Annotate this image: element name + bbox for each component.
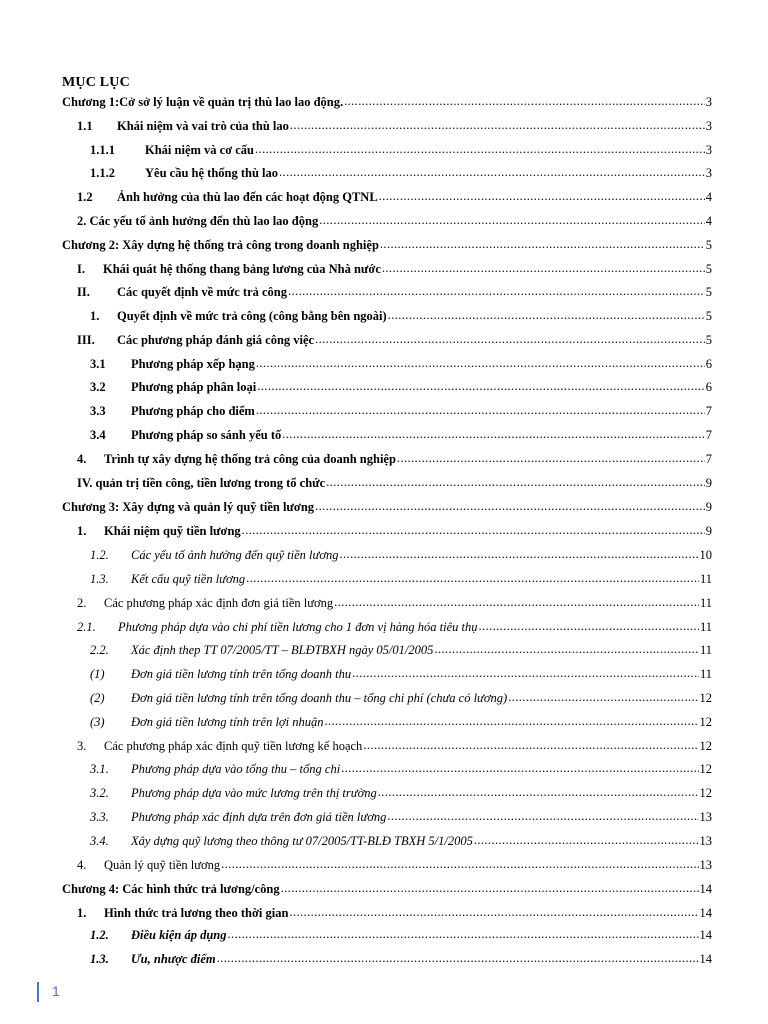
toc-entry-text: Điều kiện áp dụng bbox=[131, 928, 227, 942]
toc-entry-page: 9 bbox=[705, 500, 712, 514]
toc-entry-text: Trình tự xây dựng hệ thống trả công của doanh nghiệp bbox=[104, 452, 396, 466]
toc-entry[interactable] bbox=[90, 641, 712, 659]
toc-entry-text: Ảnh hưởng của thù lao đến các hoạt động QTNL bbox=[117, 190, 378, 204]
dot-leader bbox=[380, 235, 705, 253]
toc-entry-text: Yêu cầu hệ thống thù lao bbox=[145, 166, 279, 180]
toc-entry[interactable] bbox=[90, 141, 712, 159]
toc-entry-number: 1.2. bbox=[90, 548, 109, 562]
toc-entry[interactable] bbox=[77, 618, 712, 636]
toc-entry-number: 3.1 bbox=[90, 357, 106, 371]
toc-entry-number: 2.2. bbox=[90, 643, 109, 657]
toc-entry[interactable] bbox=[77, 117, 712, 135]
toc-entry-number: 1.3. bbox=[90, 952, 109, 966]
toc-entry-number: 1. bbox=[77, 524, 87, 538]
toc-entry-page: 9 bbox=[705, 524, 712, 538]
toc-entry-page: 7 bbox=[705, 428, 712, 442]
dot-leader bbox=[228, 925, 699, 943]
toc-entry-page: 10 bbox=[699, 548, 712, 562]
dot-leader bbox=[434, 640, 699, 658]
toc-entry-page: 6 bbox=[705, 380, 712, 394]
dot-leader bbox=[378, 783, 699, 801]
toc-entry[interactable] bbox=[77, 260, 712, 278]
toc-entry-text: Đơn giá tiền lương tính trên lợi nhuận bbox=[131, 715, 324, 729]
toc-entry[interactable] bbox=[77, 188, 712, 206]
toc-entry-page: 5 bbox=[705, 262, 712, 276]
toc-entry-number: 3.3 bbox=[90, 404, 106, 418]
toc-entry[interactable] bbox=[90, 570, 712, 588]
toc-entry-page: 12 bbox=[699, 739, 712, 753]
toc-entry[interactable] bbox=[90, 832, 712, 850]
toc-entry-text: Khái niệm và vai trò của thù lao bbox=[117, 119, 289, 133]
toc-entry-page: 11 bbox=[699, 620, 712, 634]
toc-entry-text: Các phương pháp xác định đơn giá tiền lương bbox=[104, 596, 334, 610]
toc-entry-text: Đơn giá tiền lương tính trên tổng doanh thu – tổng chi phí (chưa có lương) bbox=[131, 691, 508, 705]
toc-entry[interactable] bbox=[90, 378, 712, 396]
toc-entry-text: Khái niệm quỹ tiền lương bbox=[104, 524, 241, 538]
toc-entry-text: Quản lý quỹ tiền lương bbox=[104, 858, 221, 872]
toc-entry-number: (2) bbox=[90, 691, 105, 705]
dot-leader bbox=[363, 736, 698, 754]
toc-entry-page: 3 bbox=[705, 166, 712, 180]
toc-entry-number: 1. bbox=[77, 906, 87, 920]
toc-entry-number: 4. bbox=[77, 452, 87, 466]
toc-entry-text: Quyết định về mức trả công (công bằng bên ngoài) bbox=[117, 309, 387, 323]
dot-leader bbox=[324, 712, 698, 730]
toc-entry-text: Khái quát hệ thống thang bảng lương của Nhà nước bbox=[103, 262, 381, 276]
toc-entry-page: 6 bbox=[705, 357, 712, 371]
dot-leader bbox=[326, 473, 705, 491]
toc-entry-page: 5 bbox=[705, 309, 712, 323]
toc-entry-page: 14 bbox=[699, 906, 712, 920]
dot-leader bbox=[341, 759, 698, 777]
toc-entry-page: 11 bbox=[699, 572, 712, 586]
footer-accent-bar bbox=[37, 982, 39, 1002]
toc-entry-number: I. bbox=[77, 262, 85, 276]
toc-entry-text: Chương 1:Cở sở lý luận về quản trị thù lao lao động. bbox=[62, 95, 344, 109]
dot-leader bbox=[246, 569, 699, 587]
toc-entry-number: 3. bbox=[77, 739, 87, 753]
toc-title: MỤC LỤC bbox=[62, 75, 130, 90]
toc-entry[interactable] bbox=[90, 713, 712, 731]
toc-entry-number: 2. bbox=[77, 596, 87, 610]
toc-entry-text: IV. quản trị tiền công, tiền lương trong tổ chức bbox=[77, 476, 326, 490]
toc-entry-text: Phương pháp cho điểm bbox=[131, 404, 255, 418]
toc-entry-number: 3.4 bbox=[90, 428, 106, 442]
toc-entry[interactable] bbox=[90, 402, 712, 420]
toc-entry-number: 3.2 bbox=[90, 380, 106, 394]
toc-entry-text: Phương pháp phân loại bbox=[131, 380, 257, 394]
toc-entry-number: 1.3. bbox=[90, 572, 109, 586]
toc-entry-number: 3.1. bbox=[90, 762, 109, 776]
toc-entry[interactable] bbox=[90, 546, 712, 564]
dot-leader bbox=[315, 330, 705, 348]
dot-leader bbox=[474, 831, 699, 849]
toc-entry-text: Chương 2: Xây dựng hệ thống trả công trong doanh nghiệp bbox=[62, 238, 379, 252]
toc-entry-page: 3 bbox=[705, 143, 712, 157]
toc-entry-text: Các phương pháp đánh giá công việc bbox=[117, 333, 315, 347]
toc-entry[interactable] bbox=[77, 474, 712, 492]
dot-leader bbox=[289, 903, 698, 921]
toc-entry-text: Khái niệm và cơ cấu bbox=[145, 143, 255, 157]
toc-entry-page: 11 bbox=[699, 596, 712, 610]
toc-entry-text: Xác định thep TT 07/2005/TT – BLĐTBXH ngày 05/01/2005 bbox=[131, 643, 434, 657]
toc-entry-number: 2.1. bbox=[77, 620, 96, 634]
toc-entry-number: 1.1.1 bbox=[90, 143, 115, 157]
toc-entry-chapter-3[interactable] bbox=[62, 498, 712, 516]
toc-entry[interactable] bbox=[90, 426, 712, 444]
dot-leader bbox=[242, 521, 705, 539]
toc-entry-page: 9 bbox=[705, 476, 712, 490]
toc-entry-page: 13 bbox=[699, 834, 712, 848]
toc-entry-number: 3.2. bbox=[90, 786, 109, 800]
toc-entry-number: 1. bbox=[90, 309, 100, 323]
toc-entry-text: 2. Các yếu tố ảnh hưởng đến thù lao lao động bbox=[77, 214, 319, 228]
toc-entry[interactable] bbox=[77, 904, 712, 922]
footer-page-number: 1 bbox=[52, 983, 60, 999]
dot-leader bbox=[281, 879, 699, 897]
toc-entry-page: 13 bbox=[699, 810, 712, 824]
toc-entry-chapter-4[interactable] bbox=[62, 880, 712, 898]
dot-leader bbox=[352, 664, 699, 682]
toc-entry-page: 14 bbox=[699, 952, 712, 966]
dot-leader bbox=[256, 401, 705, 419]
dot-leader bbox=[388, 306, 705, 324]
toc-entry-text: Các quyết định về mức trả công bbox=[117, 285, 287, 299]
toc-entry[interactable] bbox=[90, 784, 712, 802]
toc-entry[interactable] bbox=[77, 331, 712, 349]
dot-leader bbox=[397, 449, 705, 467]
dot-leader bbox=[282, 425, 705, 443]
toc-entry-text: Hình thức trả lương theo thời gian bbox=[104, 906, 289, 920]
dot-leader bbox=[479, 617, 699, 635]
toc-entry[interactable] bbox=[77, 450, 712, 468]
toc-entry-page: 5 bbox=[705, 238, 712, 252]
toc-entry-number: 3.3. bbox=[90, 810, 109, 824]
toc-entry-number: II. bbox=[77, 285, 90, 299]
toc-entry-page: 14 bbox=[699, 928, 712, 942]
toc-entry[interactable] bbox=[77, 737, 712, 755]
toc-entry-page: 4 bbox=[705, 190, 712, 204]
dot-leader bbox=[256, 354, 705, 372]
toc-entry-page: 4 bbox=[705, 214, 712, 228]
toc-entry[interactable] bbox=[90, 307, 712, 325]
toc-entry[interactable] bbox=[90, 665, 712, 683]
toc-entry-text: Đơn giá tiền lương tính trên tổng doanh thu bbox=[131, 667, 352, 681]
dot-leader bbox=[279, 163, 705, 181]
toc-entry[interactable] bbox=[90, 689, 712, 707]
toc-entry-page: 12 bbox=[699, 762, 712, 776]
toc-entry-number: 4. bbox=[77, 858, 87, 872]
toc-entry-text: Chương 3: Xây dựng và quản lý quỹ tiền lương bbox=[62, 500, 315, 514]
toc-entry-page: 11 bbox=[699, 667, 712, 681]
toc-entry[interactable] bbox=[90, 808, 712, 826]
dot-leader bbox=[387, 807, 698, 825]
toc-entry-number: 1.1 bbox=[77, 119, 93, 133]
toc-entry-page: 3 bbox=[705, 95, 712, 109]
toc-entry-page: 12 bbox=[699, 715, 712, 729]
dot-leader bbox=[221, 855, 698, 873]
toc-entry-page: 12 bbox=[699, 691, 712, 705]
toc-entry-text: Kết cấu quỹ tiền lương bbox=[131, 572, 246, 586]
dot-leader bbox=[334, 593, 699, 611]
toc-entry[interactable] bbox=[90, 355, 712, 373]
dot-leader bbox=[319, 211, 705, 229]
toc-entry-page: 7 bbox=[705, 452, 712, 466]
toc-entry-text: Phương pháp dựa vào chi phí tiền lương cho 1 đơn vị hàng hóa tiêu thụ bbox=[118, 620, 478, 634]
toc-entry-text: Phương pháp xác định dựa trên đơn giá tiền lương bbox=[131, 810, 387, 824]
toc-entry-text: Các yếu tố ảnh hưởng đến quỹ tiền lương bbox=[131, 548, 339, 562]
dot-leader bbox=[382, 259, 705, 277]
toc-entry-page: 5 bbox=[705, 333, 712, 347]
toc-entry-chapter-2[interactable] bbox=[62, 236, 712, 254]
toc-entry-page: 3 bbox=[705, 119, 712, 133]
dot-leader bbox=[379, 187, 705, 205]
toc-entry[interactable] bbox=[90, 164, 712, 182]
dot-leader bbox=[315, 497, 705, 515]
toc-entry[interactable] bbox=[77, 594, 712, 612]
toc-entry-page: 14 bbox=[699, 882, 712, 896]
toc-entry[interactable] bbox=[90, 760, 712, 778]
dot-leader bbox=[340, 545, 699, 563]
toc-entry-text: Ưu, nhược điểm bbox=[131, 952, 216, 966]
toc-entry-page: 13 bbox=[699, 858, 712, 872]
toc-entry-page: 12 bbox=[699, 786, 712, 800]
toc-entry-number: (3) bbox=[90, 715, 105, 729]
toc-entry-text: Phương pháp xếp hạng bbox=[131, 357, 255, 371]
toc-entry-text: Phương pháp dựa vào tổng thu – tổng chi bbox=[131, 762, 341, 776]
dot-leader bbox=[255, 140, 705, 158]
toc-entry[interactable] bbox=[90, 950, 712, 968]
dot-leader bbox=[344, 92, 705, 110]
toc-entry[interactable] bbox=[77, 283, 712, 301]
toc-entry-page: 7 bbox=[705, 404, 712, 418]
toc-entry-text: Các phương pháp xác định quỹ tiền lương kế hoạch bbox=[104, 739, 363, 753]
toc-entry-page: 5 bbox=[705, 285, 712, 299]
toc-entry-text: Chương 4: Các hình thức trả lương/công bbox=[62, 882, 280, 896]
dot-leader bbox=[217, 949, 699, 967]
toc-entry[interactable] bbox=[77, 212, 712, 230]
toc-entry-number: 1.2. bbox=[90, 928, 109, 942]
toc-entry[interactable] bbox=[90, 926, 712, 944]
toc-entry-page: 11 bbox=[699, 643, 712, 657]
dot-leader bbox=[508, 688, 698, 706]
toc-entry-number: 1.1.2 bbox=[90, 166, 115, 180]
toc-entry-number: III. bbox=[77, 333, 95, 347]
dot-leader bbox=[257, 377, 705, 395]
toc-entry-chapter-1[interactable] bbox=[62, 93, 712, 111]
toc-entry-text: Xây dựng quỹ lương theo thông tư 07/2005/TT-BLĐ TBXH 5/1/2005 bbox=[131, 834, 473, 848]
toc-entry[interactable] bbox=[77, 856, 712, 874]
toc-entry-text: Phương pháp so sánh yếu tố bbox=[131, 428, 282, 442]
dot-leader bbox=[290, 116, 705, 134]
toc-entry-text: Phương pháp dựa vào mức lương trên thị trường bbox=[131, 786, 377, 800]
dot-leader bbox=[288, 282, 705, 300]
toc-entry[interactable] bbox=[77, 522, 712, 540]
toc-entry-number: (1) bbox=[90, 667, 105, 681]
toc-entry-number: 3.4. bbox=[90, 834, 109, 848]
toc-entry-number: 1.2 bbox=[77, 190, 93, 204]
